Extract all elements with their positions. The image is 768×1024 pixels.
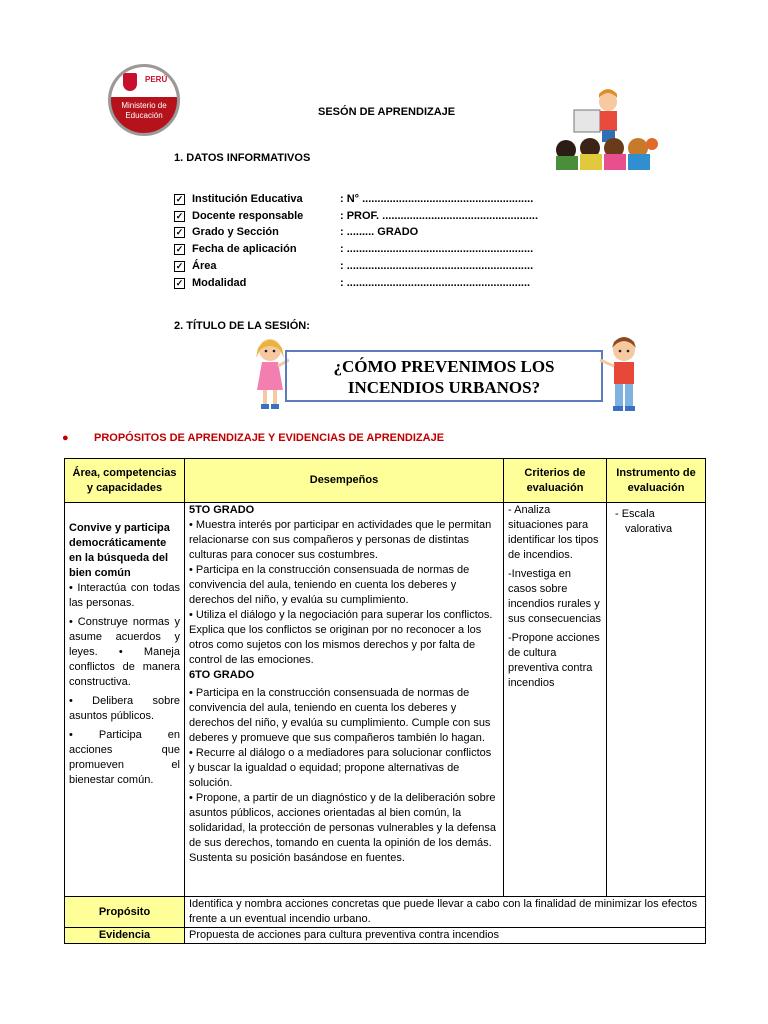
header-area: Área, competencias y capacidades [65, 459, 185, 503]
performance-item: • Propone, a partir de un diagnóstico y de la deliberación sobre asuntos públicos, acciones orientadas al bien común, la solidaridad, la protección de personas vulnerables y la defensa de sus derechos, tomando en cuenta la opinión de los demás. Sustenta su posición basándose en fuentes. [189, 792, 496, 864]
table-row-purpose [65, 897, 706, 928]
purpose-text: Identifica y nombra acciones concretas que puede llevar a cabo con la finalidad de minimizar los efectos frente a un eventual incendio urbano. [185, 897, 706, 928]
header-desempenos: Desempeños [185, 459, 504, 503]
children-reading-illustration [552, 88, 660, 172]
capacity-item: • Delibera sobre asuntos públicos. [69, 695, 180, 722]
criterion-item: - Analiza situaciones para identificar los tipos de incendios. [508, 504, 599, 561]
coat-of-arms-icon [123, 73, 137, 91]
evidence-text: Propuesta de acciones para cultura preventiva contra incendios [185, 928, 706, 944]
boy-illustration [598, 336, 644, 416]
logo-country: PERÚ [145, 75, 168, 84]
girl-illustration [250, 336, 290, 412]
evidence-label: Evidencia [65, 928, 185, 944]
session-title-line1: ¿CÓMO PREVENIMOS LOS [333, 357, 555, 376]
document-title: SESÓN DE APRENDIZAJE [318, 106, 456, 118]
bullet-icon: ● [62, 432, 69, 444]
section-titulo-sesion: 2. TÍTULO DE LA SESIÓN: [174, 320, 310, 332]
table-header-row [65, 459, 706, 503]
checkbox-checked-icon: ✓ [175, 211, 184, 221]
session-title-line2: INCENDIOS URBANOS? [347, 378, 541, 397]
checkbox-checked-icon: ✓ [175, 194, 184, 204]
performance-item: • Muestra interés por participar en actividades que le permitan relacionarse con sus compañeros y personas de distintas culturas para conocer sus costumbres. [189, 519, 492, 561]
header-criterios: Criterios de evaluación [504, 459, 607, 503]
instrument-cell [607, 503, 706, 897]
performance-item: • Utiliza el diálogo y la negociación para superar los conflictos. Explica que los conflictos se originan por no reconocer a los otros como sujetos con los mismos derechos y por falta de control de las emociones. [189, 609, 493, 666]
grade5-label: 5TO GRADO [189, 504, 255, 516]
performance-item: • Recurre al diálogo o a mediadores para solucionar conflictos y buscar la igualdad o equidad; propone alternativas de solución. [189, 747, 492, 789]
grade6-label: 6TO GRADO [189, 669, 255, 681]
instrument-text: - Escala valorativa [615, 508, 673, 535]
capacity-item: • Construye normas y asume acuerdos y leyes. • Maneja conflictos de manera constructiva. [69, 616, 180, 688]
section-datos-informativos: 1. DATOS INFORMATIVOS [174, 152, 311, 164]
learning-purposes-table [64, 458, 706, 944]
table-row-evidence [65, 928, 706, 944]
purpose-label: Propósito [65, 897, 185, 928]
ministry-logo [108, 64, 180, 136]
performance-item: • Participa en la construcción consensuada de normas de convivencia del aula, teniendo en cuenta los deberes y derechos del niño, y evalúa su cumplimiento. Cumple con sus deberes y promueve que sus compañeros también lo hagan. [189, 687, 491, 744]
checkbox-checked-icon: ✓ [175, 261, 184, 271]
checkbox-checked-icon: ✓ [175, 278, 184, 288]
performance-item: • Participa en la construcción consensuada de normas de convivencia del aula, teniendo en cuenta los deberes y derechos del niño, y evalúa su cumplimiento. [189, 564, 470, 606]
purposes-heading: PROPÓSITOS DE APRENDIZAJE Y EVIDENCIAS DE APRENDIZAJE [94, 432, 445, 444]
criterion-item: -Propone acciones de cultura preventiva contra incendios [508, 632, 600, 689]
criteria-cell [504, 503, 607, 897]
checkbox-checked-icon: ✓ [175, 227, 184, 237]
capacity-item: • Interactúa con todas las personas. [69, 582, 180, 609]
session-title-box [285, 350, 603, 402]
header-instrumento: Instrumento de evaluación [607, 459, 706, 503]
logo-ministry: Ministerio de Educación [121, 101, 167, 120]
capacity-item: • Participa en acciones que promueven el bienestar común. [69, 729, 180, 786]
competency-title: Convive y participa democráticamente en la búsqueda del bien común [69, 522, 170, 579]
performances-cell [185, 503, 504, 897]
criterion-item: -Investiga en casos sobre incendios rurales y sus consecuencias [508, 568, 601, 625]
competency-cell [65, 503, 185, 897]
checkbox-checked-icon: ✓ [175, 244, 184, 254]
table-row-competency [65, 503, 706, 897]
